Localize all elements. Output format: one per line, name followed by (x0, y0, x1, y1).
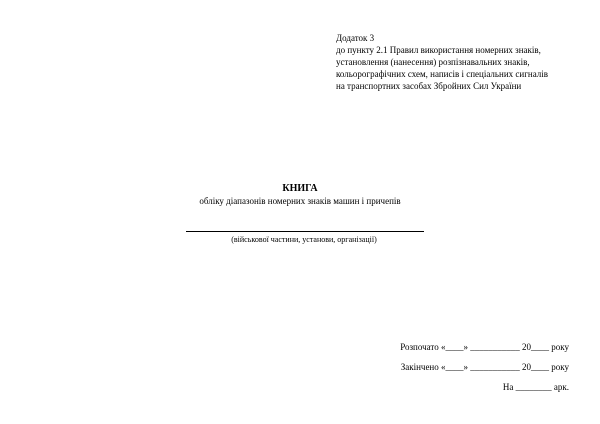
book-title-block (0, 183, 600, 207)
started-date-line: Розпочато «____» ___________ 20____ року (400, 342, 569, 352)
sheet-count-line: На ________ арк. (502, 382, 569, 392)
appendix-line-2: до пункту 2.1 Правил використання номерних знаків, (336, 45, 541, 55)
appendix-line-3: установлення (нанесення) розпізнавальних знаків, (336, 57, 530, 67)
book-subtitle: обліку діапазонів номерних знаків машин і причепів (199, 196, 401, 206)
unit-name-line (186, 231, 424, 232)
appendix-reference (336, 32, 591, 92)
appendix-line-5: на транспортних засобах Збройних Сил України (336, 81, 522, 91)
unit-name-caption: (військової частини, установи, організації) (231, 235, 377, 244)
appendix-line-4: кольорографічних схем, написів і спеціальних сигналів (336, 69, 549, 79)
book-title: КНИГА (282, 183, 318, 194)
finished-date-line: Закінчено «____» ___________ 20____ року (400, 362, 569, 372)
appendix-line-1: Додаток 3 (336, 33, 375, 43)
